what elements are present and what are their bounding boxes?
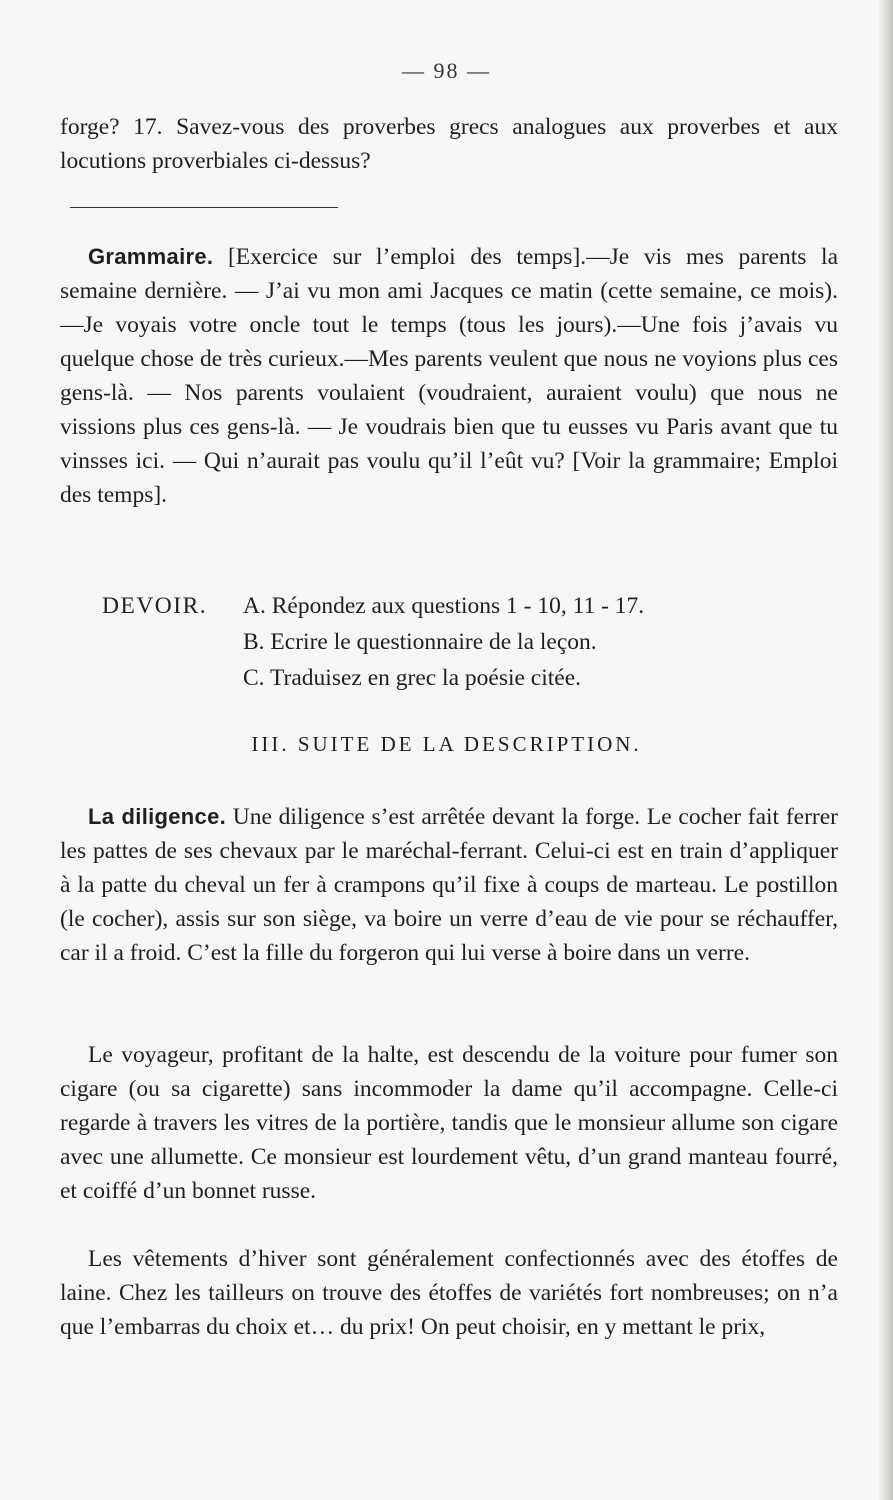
devoir-item-c: C. Traduisez en grec la poésie citée. — [243, 665, 582, 691]
devoir-item-a: A. Répondez aux questions 1 - 10, 11 - 17. — [243, 593, 645, 619]
grammaire-text: [Exercice sur l’emploi des temps].—Je vis mes parents la semaine dernière. — J’ai vu mon ami Jacques ce matin (cette semaine, ce mois).—Je voyais votre oncle tout le temps (tous les jours).—Une fois j’avais vu quelque chose de très curieux.—Mes parents veulent que nous ne voyions plus ces gens-là. — Nos parents voulaient (voudraient, auraient voulu) que nous ne vissions plus ces gens-là. — Je voudrais bien que tu eusses vu Paris avant que tu vinsses ici. — Qui n’aurait pas voulu qu’il l’eût vu? [Voir la grammaire; Emploi des temps]. — [60, 244, 838, 508]
diligence-heading: La diligence. — [88, 804, 227, 829]
section-title: III. SUITE DE LA DESCRIPTION. — [251, 732, 642, 756]
section-divider — [70, 207, 338, 208]
grammaire-paragraph — [60, 240, 838, 512]
page-number: — 98 — — [402, 58, 491, 83]
diligence-paragraph-3: Les vêtements d’hiver sont généralement confectionnés avec des étoffes de laine. Chez les tailleurs on trouve des étoffes de variétés fort nombreuses; on n’a que l’embarras du choix et… du prix! On peut choisir, en y mettant le prix, — [60, 1246, 838, 1340]
diligence-text-1: Une diligence s’est arrêtée devant la forge. Le cocher fait ferrer les pattes de ses chevaux par le maréchal-ferrant. Celui-ci est en train d’appliquer à la patte du cheval un fer à crampons qu’il fixe à coups de marteau. Le postillon (le cocher), assis sur son siège, va boire un verre d’eau de vie pour se réchauffer, car il a froid. C’est la fille du forgeron qui lui verse à boire dans un verre. — [60, 804, 838, 966]
intro-paragraph: forge? 17. Savez-vous des proverbes grecs analogues aux proverbes et aux locutions proverbiales ci-dessus? — [60, 114, 838, 174]
diligence-paragraph-1 — [60, 800, 838, 970]
devoir-block — [60, 588, 838, 696]
grammaire-heading: Grammaire. — [88, 244, 214, 269]
devoir-label: DEVOIR. — [102, 593, 208, 619]
devoir-item-b: B. Ecrire le questionnaire de la leçon. — [243, 629, 597, 655]
diligence-paragraph-2: Le voyageur, profitant de la halte, est descendu de la voiture pour fumer son cigare (ou sa cigarette) sans incommoder la dame qu’il accompagne. Celle-ci regarde à travers les vitres de la portière, tandis que le monsieur allume son cigare avec une allumette. Ce monsieur est lourdement vêtu, d’un grand manteau fourré, et coiffé d’un bonnet russe. — [60, 1042, 838, 1204]
